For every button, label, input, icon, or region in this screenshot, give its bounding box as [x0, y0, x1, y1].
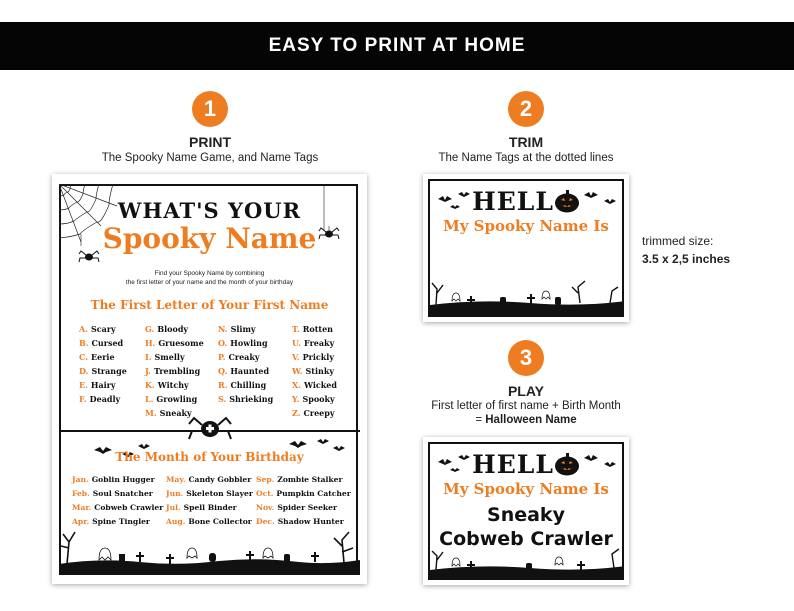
letter-row: X. Wicked	[292, 380, 337, 390]
pumpkin-icon	[554, 452, 580, 476]
name-tag-blank	[423, 174, 629, 322]
month-row: Feb. Soul Snatcher	[72, 489, 153, 498]
top-banner	[0, 22, 794, 70]
step-1-title: PRINT	[189, 134, 231, 150]
letter-row: Y. Spooky	[292, 394, 335, 404]
hello-heading: HELL	[430, 187, 622, 216]
letter-row: U. Freaky	[292, 338, 335, 348]
letter-row: V. Prickly	[292, 352, 334, 362]
letter-row: J. Trembling	[145, 366, 201, 376]
step-3-title: PLAY	[507, 383, 545, 399]
month-row: Dec. Shadow Hunter	[256, 517, 344, 526]
big-spider-icon	[187, 414, 233, 444]
letter-row: Z. Creepy	[292, 408, 335, 418]
letter-row: F. Deadly	[79, 394, 121, 404]
letter-row: Q. Haunted	[218, 366, 270, 376]
step-1-desc: The Spooky Name Game, and Name Tags	[101, 152, 319, 164]
banner-title: EASY TO PRINT AT HOME	[268, 35, 526, 56]
month-row: Sep. Zombie Stalker	[256, 475, 343, 484]
letter-row: B. Cursed	[79, 338, 124, 348]
month-row: May. Candy Gobbler	[166, 475, 252, 484]
my-spooky-name-label: My Spooky Name Is	[443, 480, 609, 498]
graveyard-silhouette-icon	[59, 524, 360, 575]
hello-heading: HELL	[430, 450, 622, 479]
example-name-line1: Sneaky	[487, 504, 565, 526]
sheet-instructions-2: the first letter of your name and the month of your birthday	[125, 279, 294, 286]
letters-heading: The First Letter of Your First Name	[90, 298, 329, 312]
trimmed-size-note: trimmed size: 3.5 x 2,5 inches	[642, 234, 731, 266]
letter-row: G. Bloody	[145, 324, 189, 334]
letter-row: H. Gruesome	[145, 338, 204, 348]
letters-column-3	[218, 322, 273, 406]
month-row: Nov. Spider Seeker	[256, 503, 338, 512]
month-row: Jun. Skeleton Slayer	[166, 489, 253, 498]
letter-row: N. Slimy	[218, 324, 256, 334]
months-column-3	[256, 473, 351, 529]
letter-row: S. Shrieking	[218, 394, 274, 404]
month-row: Jan. Goblin Hugger	[72, 475, 155, 484]
graveyard-silhouette-icon	[430, 279, 624, 315]
month-row: Apr. Spine Tingler	[72, 517, 150, 526]
months-column-1	[72, 473, 163, 529]
months-heading: The Month of Your Birthday	[115, 450, 304, 464]
letters-column-2	[145, 322, 204, 420]
name-tag-blank-border	[428, 179, 624, 317]
letter-row: K. Witchy	[145, 380, 189, 390]
example-name-line2: Cobweb Crawler	[439, 528, 613, 550]
month-row: Mar. Cobweb Crawler	[72, 503, 164, 512]
step-3-badge: 3	[508, 340, 544, 376]
letters-column-4	[292, 322, 337, 420]
letters-column-1	[79, 322, 127, 406]
letter-row: R. Chilling	[218, 380, 267, 390]
month-row: Oct. Pumpkin Catcher	[256, 489, 351, 498]
name-tag-filled-border	[428, 442, 624, 580]
name-tag-filled	[423, 437, 629, 585]
letter-row: I. Smelly	[145, 352, 185, 362]
letter-row: P. Creaky	[218, 352, 260, 362]
months-column-2	[166, 473, 253, 529]
spooky-name-sheet	[52, 174, 367, 584]
sheet-title-line2: Spooky Name	[102, 222, 317, 255]
letter-row: A. Scary	[79, 324, 116, 334]
sheet-title-line1: WHAT'S YOUR	[117, 198, 302, 223]
step-1-badge: 1	[192, 91, 228, 127]
letter-row: E. Hairy	[79, 380, 116, 390]
sheet-instructions-1: Find your Spooky Name by combining	[154, 270, 265, 277]
my-spooky-name-label: My Spooky Name Is	[443, 217, 609, 235]
letter-row: T. Rotten	[292, 324, 333, 334]
month-row: Aug. Bone Collector	[166, 517, 252, 526]
letter-row: O. Howling	[218, 338, 268, 348]
letter-row: W. Stinky	[292, 366, 335, 376]
letter-row: L. Growling	[145, 394, 198, 404]
step-3-desc: First letter of first name + Birth Month = Halloween Name	[431, 400, 621, 426]
letter-row: C. Eerie	[79, 352, 115, 362]
step-2-desc: The Name Tags at the dotted lines	[438, 152, 614, 164]
letter-row: M. Sneaky	[145, 408, 192, 418]
step-2-title: TRIM	[508, 134, 544, 150]
month-row: Jul. Spell Binder	[166, 503, 237, 512]
graveyard-silhouette-icon	[430, 548, 624, 578]
step-2-badge: 2	[508, 91, 544, 127]
letter-row: D. Strange	[79, 366, 127, 376]
pumpkin-icon	[554, 189, 580, 213]
